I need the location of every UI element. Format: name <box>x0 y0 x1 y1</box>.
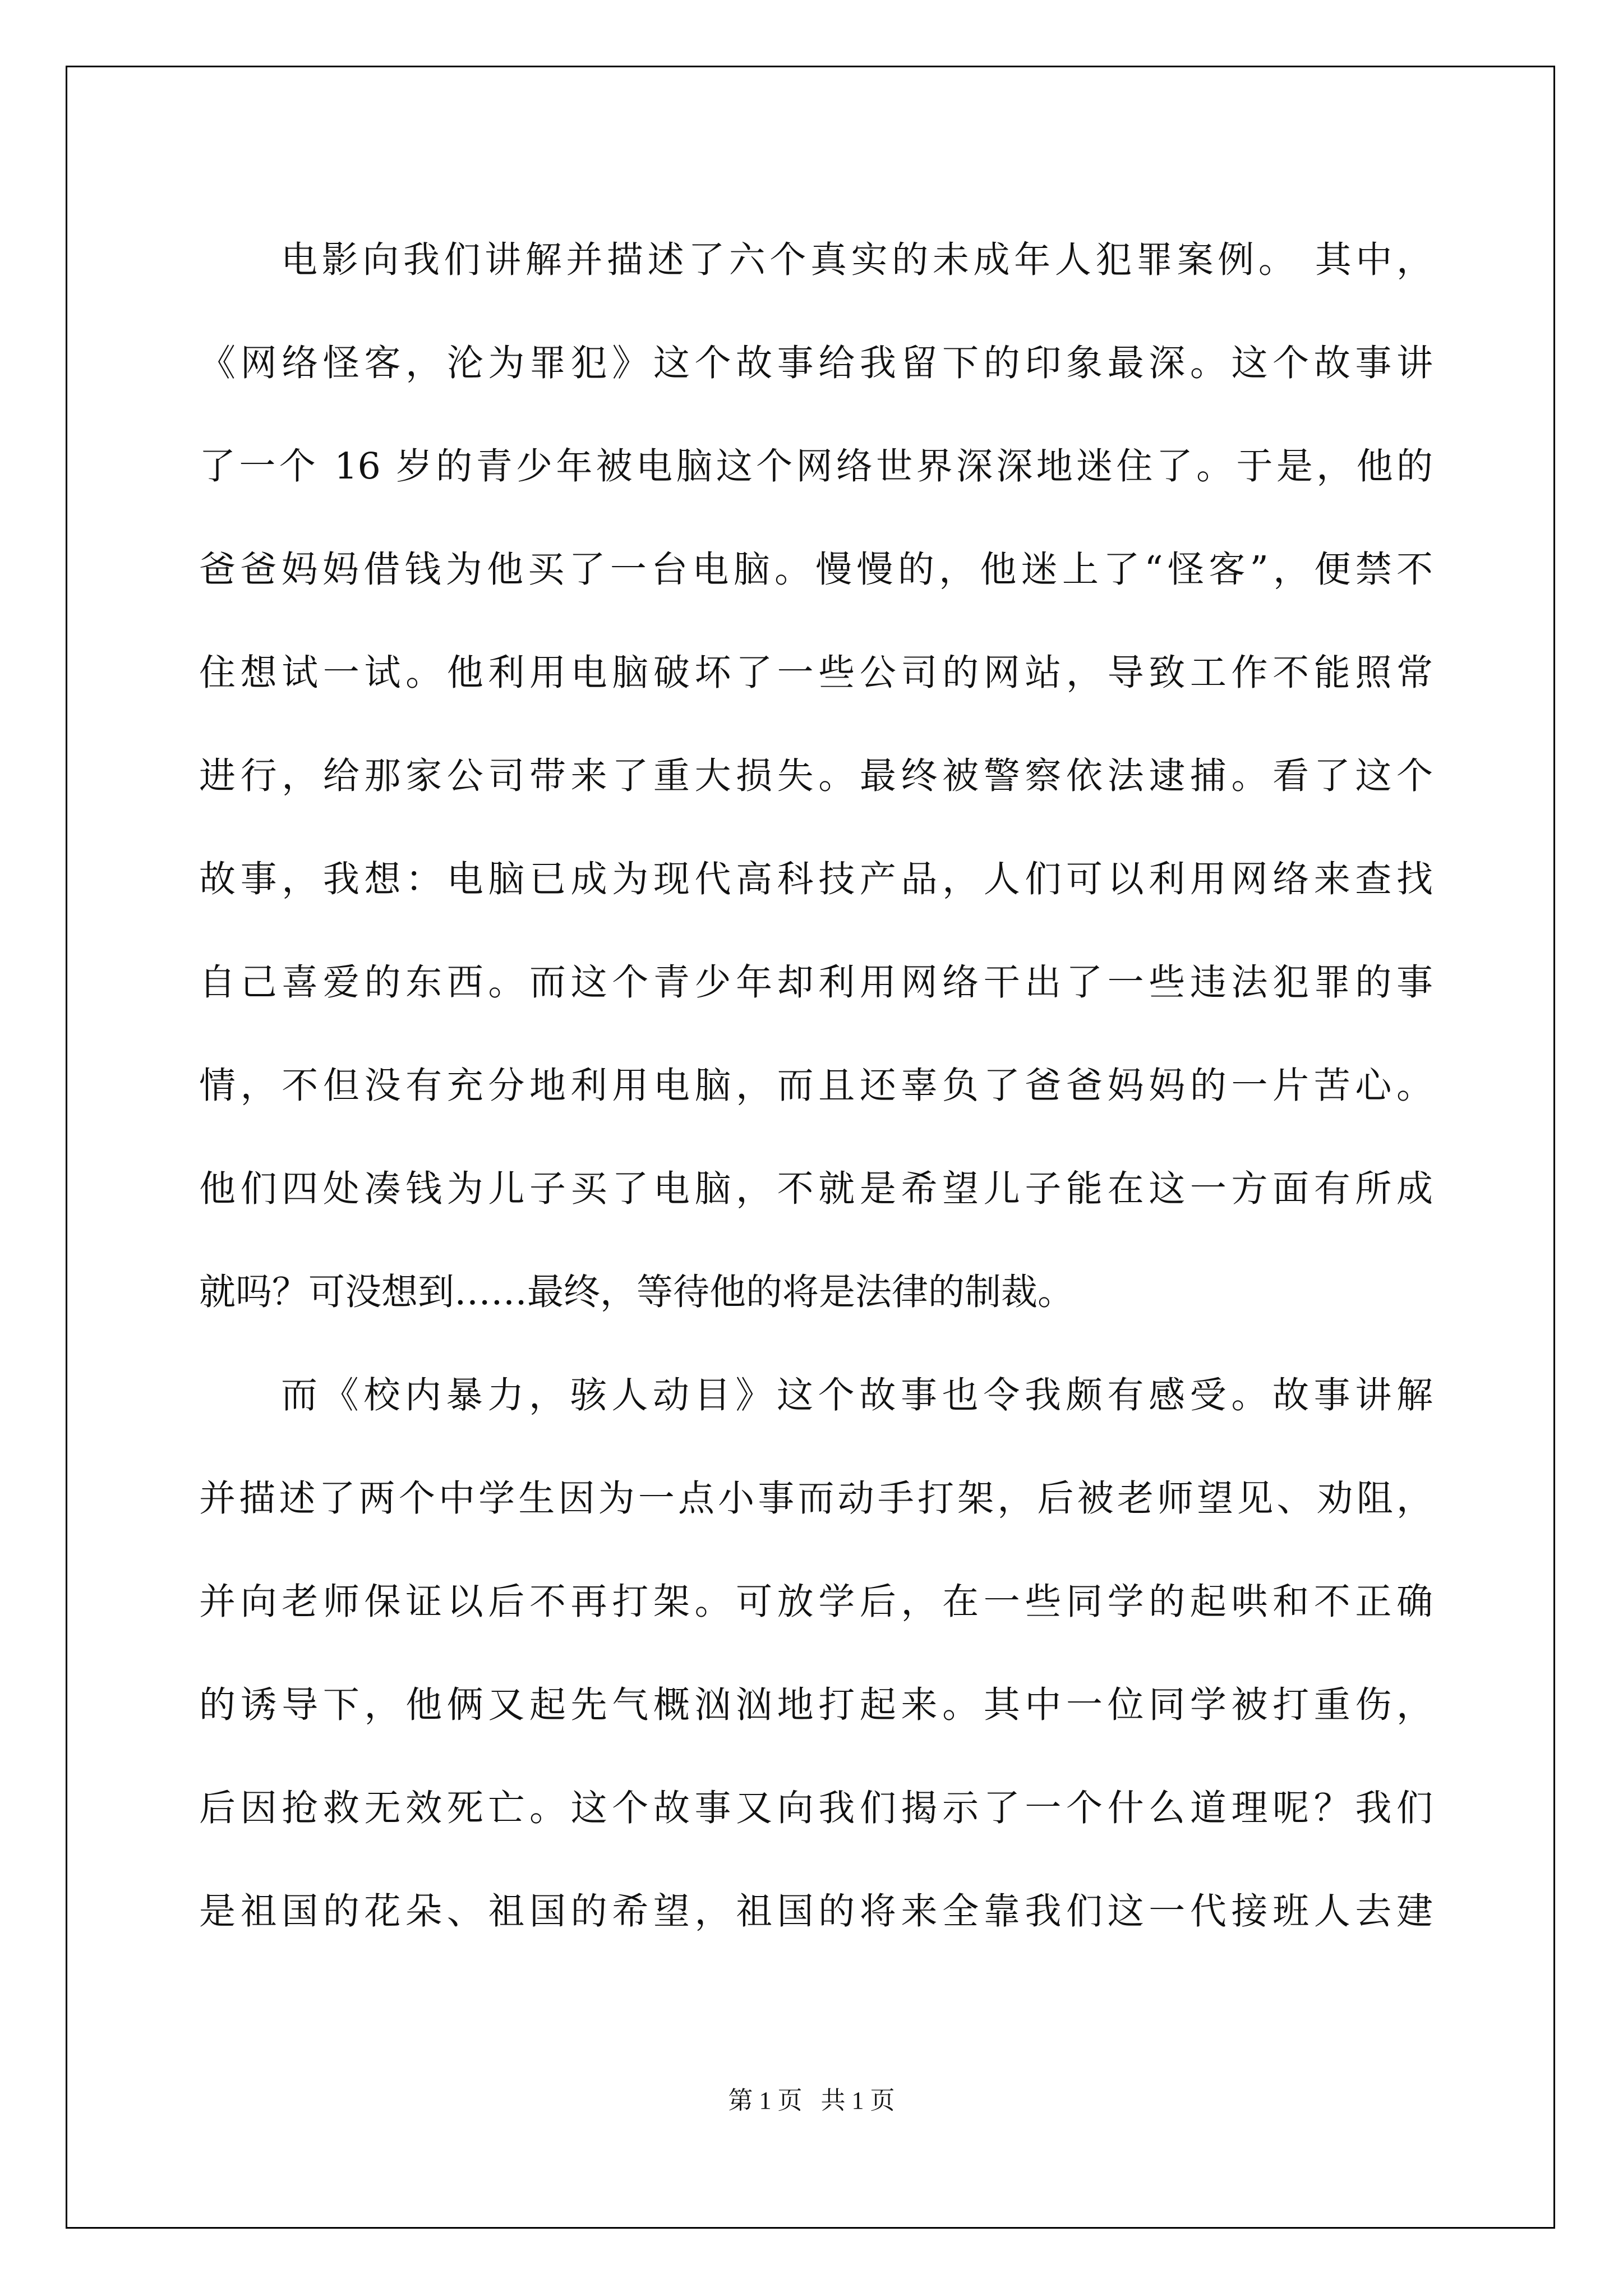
text-line: 是祖国的花朵、祖国的希望，祖国的将来全靠我们这一代接班人去建 <box>199 1890 1433 1932</box>
text-line: 电影向我们讲解并描述了六个真实的未成年人犯罪案例。 其中， <box>281 239 1433 281</box>
document-body <box>199 209 1433 1963</box>
paragraph-1 <box>199 209 1433 1344</box>
text-line: 而《校内暴力，骇人动目》这个故事也令我颇有感受。故事讲解 <box>281 1374 1433 1416</box>
paragraph-2 <box>199 1344 1433 1963</box>
text-line: 后因抢救无效死亡。这个故事又向我们揭示了一个什么道理呢？我们 <box>199 1787 1433 1829</box>
text-line: 爸爸妈妈借钱为他买了一台电脑。慢慢的，他迷上了“怪客”，便禁不 <box>199 549 1433 591</box>
text-line: 情，不但没有充分地利用电脑，而且还辜负了爸爸妈妈的一片苦心。 <box>199 1065 1433 1107</box>
text-line: 的诱导下，他俩又起先气概汹汹地打起来。其中一位同学被打重伤， <box>199 1684 1433 1726</box>
text-line: 他们四处凑钱为儿子买了电脑，不就是希望儿子能在这一方面有所成 <box>199 1168 1433 1210</box>
text-line: 进行，给那家公司带来了重大损失。最终被警察依法逮捕。看了这个 <box>199 755 1433 797</box>
text-line: 故事，我想：电脑已成为现代高科技产品，人们可以利用网络来查找 <box>199 858 1433 900</box>
text-line: 自己喜爱的东西。而这个青少年却利用网络干出了一些违法犯罪的事 <box>199 961 1433 1004</box>
text-line: 了一个 16 岁的青少年被电脑这个网络世界深深地迷住了。于是，他的 <box>199 445 1433 487</box>
page-footer: 第 1 页 共 1 页 <box>728 2087 895 2114</box>
text-line: 并描述了两个中学生因为一点小事而动手打架，后被老师望见、劝阻， <box>199 1478 1433 1520</box>
text-line: 《网络怪客，沦为罪犯》这个故事给我留下的印象最深。这个故事讲 <box>199 342 1433 384</box>
text-line: 住想试一试。他利用电脑破坏了一些公司的网站，导致工作不能照常 <box>199 652 1433 694</box>
text-line: 就吗？可没想到……最终，等待他的将是法律的制裁。 <box>199 1271 1075 1313</box>
text-line: 并向老师保证以后不再打架。可放学后，在一些同学的起哄和不正确 <box>199 1581 1433 1623</box>
